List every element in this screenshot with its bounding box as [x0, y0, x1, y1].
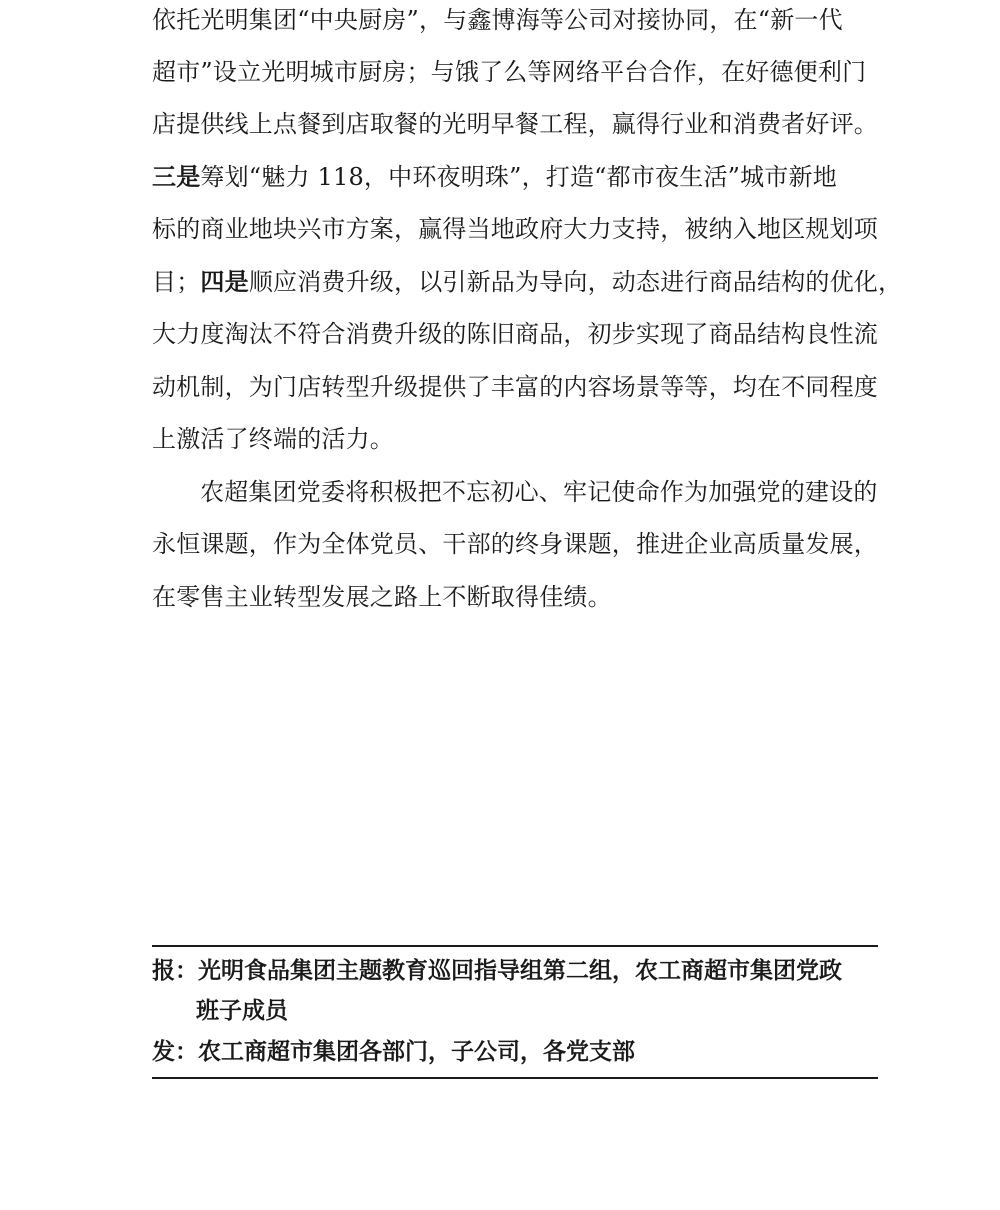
paragraph-line: 标的商业地块兴市方案，赢得当地政府大力支持，被纳入地区规划项 — [152, 215, 878, 243]
report-to-continuation: 班子成员 — [196, 998, 288, 1024]
point-label: 三是 — [152, 163, 201, 191]
footer-bottom-rule — [152, 1077, 878, 1079]
paragraph-line: 大力度淘汰不符合消费升级的陈旧商品，初步实现了商品结构良性流 — [152, 320, 878, 348]
report-to-line — [152, 953, 842, 989]
paragraph-line: 依托光明集团“中央厨房”，与鑫博海等公司对接协同，在“新一代 — [152, 6, 843, 34]
footer-top-rule — [152, 945, 878, 947]
closing-line: 永恒课题，作为全体党员、干部的终身课题，推进企业高质量发展， — [152, 530, 878, 558]
send-recipients: 农工商超市集团各部门，子公司，各党支部 — [198, 1039, 635, 1065]
paragraph-line: 超市”设立光明城市厨房；与饿了么等网络平台合作，在好德便利门 — [152, 58, 867, 86]
report-label: 报： — [152, 958, 198, 984]
paragraph-text: 目； — [152, 268, 201, 296]
report-recipients: 光明食品集团主题教育巡回指导组第二组，农工商超市集团党政 — [198, 958, 842, 984]
send-label: 发： — [152, 1039, 198, 1065]
paragraph-line: 上激活了终端的活力。 — [152, 425, 394, 453]
closing-line: 农超集团党委将积极把不忘初心、牢记使命作为加强党的建设的 — [200, 478, 878, 506]
paragraph-line: 动机制，为门店转型升级提供了丰富的内容场景等等，均在不同程度 — [152, 373, 878, 401]
paragraph-line: 店提供线上点餐到店取餐的光明早餐工程，赢得行业和消费者好评。 — [152, 110, 878, 138]
send-to-line — [152, 1034, 635, 1070]
closing-line: 在零售主业转型发展之路上不断取得佳绩。 — [152, 583, 612, 611]
paragraph-line — [152, 262, 902, 302]
point-label: 四是 — [200, 268, 249, 296]
paragraph-text: 顺应消费升级，以引新品为导向，动态进行商品结构的优化， — [248, 268, 903, 296]
paragraph-line — [152, 157, 837, 197]
paragraph-text: 筹划“魅力 118，中环夜明珠”，打造“都市夜生活”城市新地 — [200, 163, 837, 191]
